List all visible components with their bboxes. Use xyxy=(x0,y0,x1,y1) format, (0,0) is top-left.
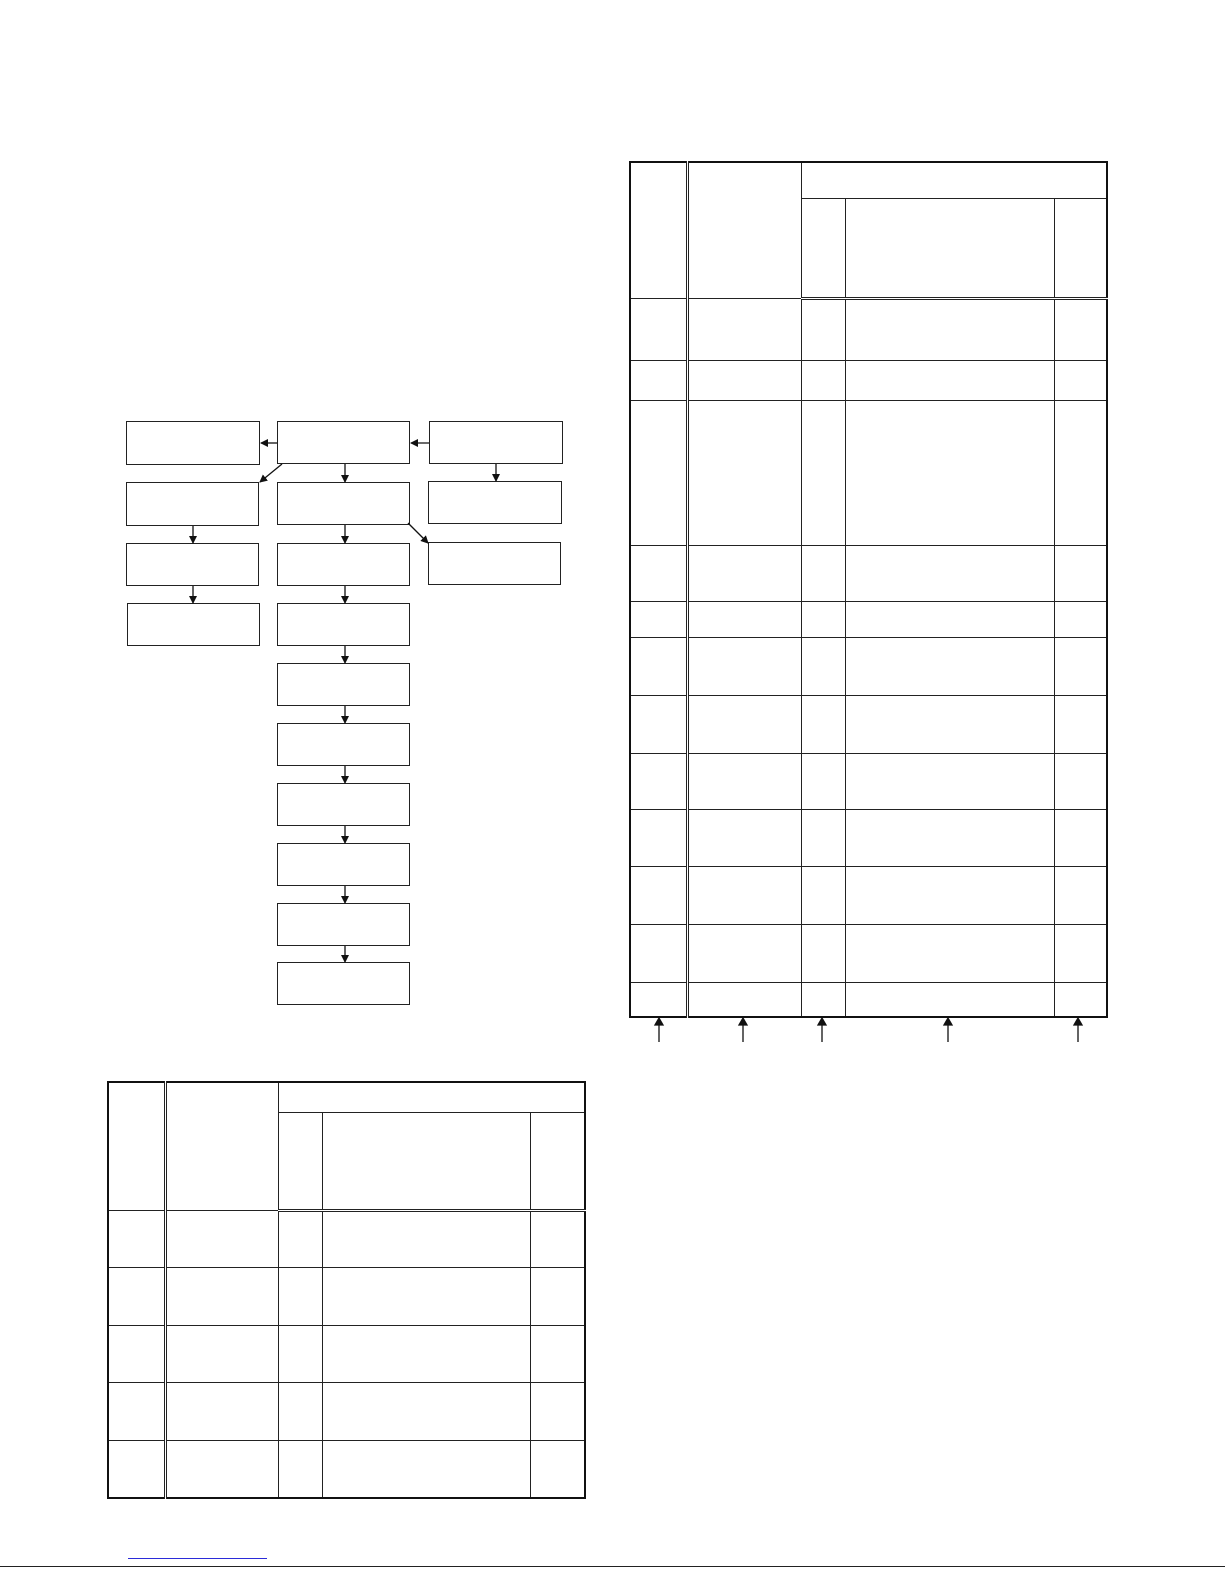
flow-node-main-7 xyxy=(277,783,410,826)
flow-node-left-4 xyxy=(127,603,260,646)
flow-node-left-1 xyxy=(126,421,260,465)
rt-header-sub-1 xyxy=(801,198,845,298)
table-row xyxy=(108,1440,585,1498)
rt-header-sub-2 xyxy=(845,198,1054,298)
flow-node-main-3 xyxy=(277,543,410,586)
flow-node-main-6 xyxy=(277,723,410,766)
flow-node-left-3 xyxy=(126,543,259,586)
table-row xyxy=(630,637,1107,695)
table-row xyxy=(630,601,1107,637)
flow-node-main-10 xyxy=(277,962,410,1005)
table-row xyxy=(630,298,1107,360)
footer-link-underline[interactable] xyxy=(128,1558,267,1559)
table-row xyxy=(630,753,1107,809)
flow-node-left-2 xyxy=(126,482,259,526)
lt-header-sub-3 xyxy=(530,1112,585,1210)
right-table-column-pointers xyxy=(620,1016,1100,1046)
table-row xyxy=(630,360,1107,400)
flow-node-main-9 xyxy=(277,903,410,946)
table-row xyxy=(108,1210,585,1267)
table-row xyxy=(630,545,1107,601)
table-row xyxy=(108,1325,585,1382)
flow-node-main-1 xyxy=(277,421,410,464)
flow-node-source xyxy=(429,421,563,464)
lt-header-col-1 xyxy=(108,1082,165,1210)
table-row xyxy=(630,809,1107,866)
flow-node-right-2 xyxy=(428,481,562,524)
table-row xyxy=(630,982,1107,1017)
right-table xyxy=(629,161,1108,1018)
rt-header-col-2 xyxy=(687,162,801,298)
table-row xyxy=(108,1382,585,1440)
table-row xyxy=(630,400,1107,545)
flow-node-right-3 xyxy=(428,542,561,585)
table-row xyxy=(630,866,1107,924)
arrow-main-to-left-2 xyxy=(260,464,282,482)
table-row xyxy=(108,1267,585,1325)
rt-header-group xyxy=(801,162,1107,198)
flow-node-main-4 xyxy=(277,603,410,646)
flow-node-main-5 xyxy=(277,663,410,706)
lt-header-group xyxy=(278,1082,585,1112)
lt-header-col-2 xyxy=(165,1082,278,1210)
flow-node-main-8 xyxy=(277,843,410,886)
left-table xyxy=(107,1081,586,1499)
flow-node-main-2 xyxy=(277,482,410,525)
rt-header-sub-3 xyxy=(1054,198,1107,298)
lt-header-sub-1 xyxy=(278,1112,322,1210)
table-row xyxy=(630,924,1107,982)
arrow-main-2-to-right-3 xyxy=(408,523,428,543)
table-row xyxy=(630,695,1107,753)
footer-rule xyxy=(0,1566,1225,1567)
lt-header-sub-2 xyxy=(322,1112,530,1210)
rt-header-col-1 xyxy=(630,162,687,298)
